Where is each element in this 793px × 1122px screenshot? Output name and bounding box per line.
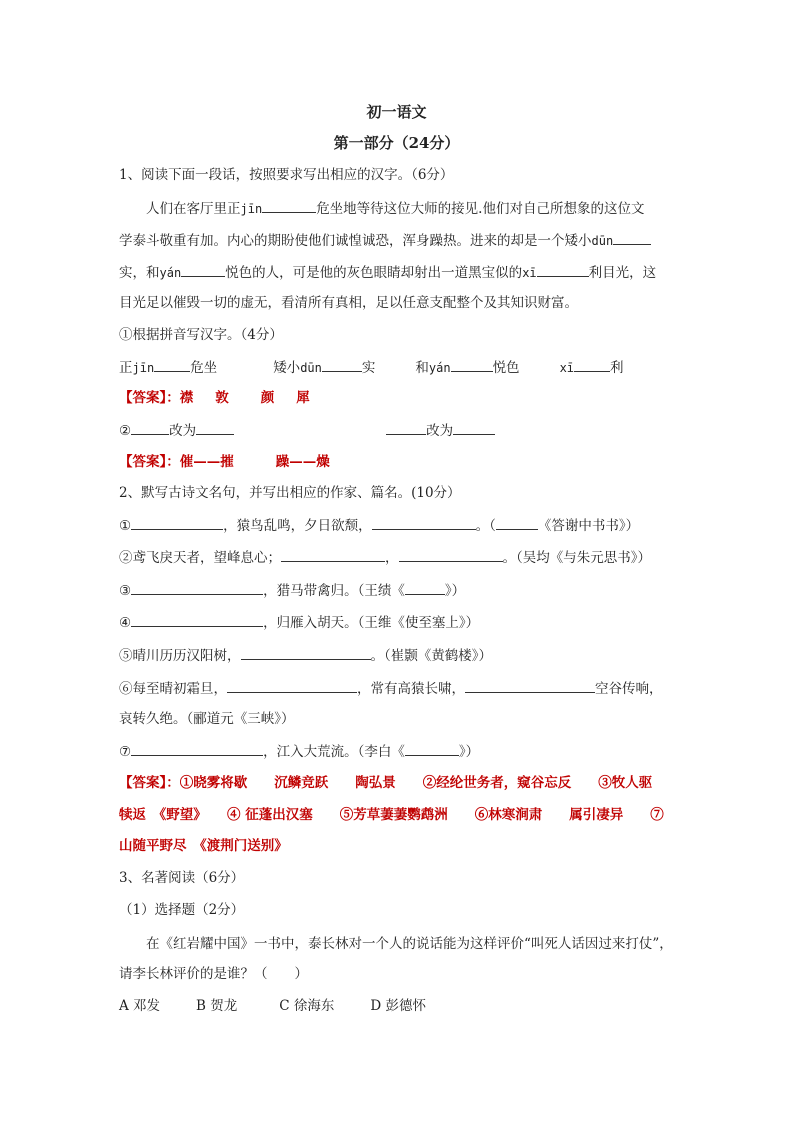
poem-number: ③: [119, 583, 132, 599]
fill-text: 悦色: [492, 360, 520, 376]
fill-text: 改为: [426, 423, 454, 439]
fill-text: 实: [361, 360, 376, 376]
passage-line-4: 目光足以催毁一切的虚无，看清所有真相，足以任意支配整个及其知识财富。: [119, 295, 578, 311]
passage-text: 危坐地等待这位大师的接见.他们对自己所想象的这位文: [316, 201, 645, 217]
passage-text: 悦色的人，可是他的灰色眼睛却射出一道黑宝似的: [225, 265, 523, 281]
fill-text: 正: [119, 360, 133, 376]
blank: [322, 357, 362, 372]
poem-line-5: [119, 645, 492, 666]
pinyin-dun: dūn: [300, 361, 322, 375]
poem-text: 。（: [475, 518, 496, 534]
pinyin-jin: jīn: [132, 361, 155, 375]
poem-text: ，江入大荒流。（李白《: [263, 744, 405, 760]
passage-text: 利目光，这: [588, 265, 657, 281]
option-a: A 邓发: [119, 998, 161, 1014]
answer-3-row-2: 犊返 《野望》 ④ 征蓬出汉塞 ⑤芳草萋萋鹦鹉洲 ⑥林寒涧肃 属引凄异 ⑦: [119, 807, 664, 823]
part-heading: 第一部分（24分）: [333, 134, 460, 152]
poem-source: 《答谢中书书》）: [537, 518, 640, 534]
correction-row: [119, 420, 495, 441]
poem-text: ，常有高猿长啸，: [357, 681, 465, 697]
passage-line-3: [119, 262, 656, 283]
question-3-stem-line-1: 在《红岩耀中国》一书中，泰长林对一个人的说话能为这样评价“叫死人话因过来打仗”，: [146, 936, 673, 952]
blank: [372, 515, 476, 530]
option-b: B 贺龙: [196, 998, 238, 1014]
passage-line-1: [146, 198, 644, 219]
blank: [196, 420, 234, 435]
pinyin-dun: dūn: [591, 234, 614, 248]
blank: [399, 547, 503, 562]
poem-number: ④: [119, 615, 132, 631]
blank: [262, 198, 316, 213]
fill-text: 危坐: [190, 360, 218, 376]
pinyin-xi: xī: [559, 361, 575, 375]
blank: [131, 741, 263, 756]
answer-char: 颜: [260, 390, 275, 406]
blank: [496, 515, 538, 530]
poem-text: 》）: [444, 583, 466, 599]
poem-text: ⑤晴川历历汉阳树，: [119, 648, 241, 664]
blank: [227, 678, 357, 693]
question-1-prompt: 1、阅读下面一段话，按照要求写出相应的汉字。（6分）: [119, 167, 454, 183]
sub-question-2-number: ②: [119, 423, 132, 439]
answer-label: 【答案】：: [119, 454, 180, 470]
sub-question-1: ①根据拼音写汉字。（4分）: [119, 327, 283, 343]
passage-text: 学泰斗敬重有加。内心的期盼使他们诚惶诚恐，浑身躁热。进来的却是一个矮小: [119, 233, 592, 249]
poem-source: 。（崔颢《黄鹤楼》）: [370, 648, 492, 664]
fill-text: 利: [610, 360, 624, 376]
blank: [131, 420, 169, 435]
poem-line-2: [119, 547, 651, 568]
answer-2: [119, 452, 330, 472]
question-3-prompt: 3、名著阅读（6分）: [119, 870, 245, 886]
passage-text: 实，和: [119, 265, 160, 281]
pinyin-jin: jīn: [240, 202, 263, 216]
blank: [131, 580, 263, 595]
poem-text: ⑥每至晴初霜旦，: [119, 681, 227, 697]
poem-line-4: [119, 612, 479, 633]
answer-char: 犀: [296, 390, 310, 406]
question-3-options: [119, 996, 426, 1016]
poem-line-7: [119, 741, 479, 762]
poem-text: ，猎马带禽归。（王绩《: [263, 583, 405, 599]
pinyin-yan: yán: [159, 266, 182, 280]
answer-label: 【答案】：: [119, 390, 180, 406]
blank: [537, 262, 589, 277]
fill-blanks-row: [119, 357, 624, 378]
question-3-sub-1: （1）选择题（2分）: [119, 902, 245, 918]
blank: [181, 262, 225, 277]
blank: [451, 357, 493, 372]
blank: [386, 420, 426, 435]
poem-text: ，归雁入胡天。（王维《使至塞上》）: [263, 615, 480, 631]
blank: [465, 678, 595, 693]
fill-text: 和: [415, 360, 429, 376]
passage-text: 人们在客厅里正: [146, 201, 241, 217]
question-2-prompt: 2、默写古诗文名句，并写出相应的作家、篇名。(10分）: [119, 485, 461, 501]
blank: [281, 547, 385, 562]
passage-line-2: [119, 230, 651, 251]
blank: [241, 645, 371, 660]
answer-text: 催——摧: [179, 454, 234, 470]
answer-1: [119, 388, 310, 408]
poem-line-6-cont: 哀转久绝。（郦道元《三峡》）: [119, 711, 295, 727]
option-c: C 徐海东: [279, 998, 335, 1014]
blank: [131, 515, 223, 530]
poem-line-1: [119, 515, 639, 536]
poem-text: ②鸢飞戾天者，望峰息心；: [119, 550, 281, 566]
answer-char: 敦: [215, 390, 229, 406]
poem-number: ①: [119, 518, 132, 534]
fill-text: 改为: [169, 423, 197, 439]
answer-text: 躁——燥: [275, 454, 330, 470]
option-d: D 彭德怀: [370, 998, 427, 1014]
blank: [131, 612, 263, 627]
blank: [405, 741, 459, 756]
poem-source: 。（吴均《与朱元思书》）: [502, 550, 651, 566]
poem-text: 》）: [458, 744, 480, 760]
pinyin-xi: xī: [522, 266, 537, 280]
blank: [613, 230, 651, 245]
poem-line-3: [119, 580, 465, 601]
pinyin-yan: yán: [428, 361, 451, 375]
poem-text: 空谷传响，: [595, 681, 663, 697]
blank: [574, 357, 610, 372]
poem-text: ，: [385, 550, 399, 566]
poem-number: ⑦: [119, 744, 132, 760]
document-title: 初一语文: [366, 103, 427, 121]
question-3-stem-line-2: 请李长林评价的是谁？（ ）: [119, 966, 308, 982]
answer-3-row-3: 山随平野尽 《渡荆门送别》: [119, 838, 288, 854]
poem-text: ，猿鸟乱鸣，夕日欲颓，: [223, 518, 372, 534]
poem-line-6: [119, 678, 663, 699]
answer-char: 襟: [179, 390, 194, 406]
fill-text: 矮小: [273, 360, 301, 376]
blank: [453, 420, 495, 435]
answer-3-row-1: 【答案】：①晓雾将歇 沉鳞竞跃 陶弘景 ②经纶世务者，窥谷忘反 ③牧人驱: [119, 775, 653, 791]
blank: [405, 580, 445, 595]
blank: [154, 357, 190, 372]
